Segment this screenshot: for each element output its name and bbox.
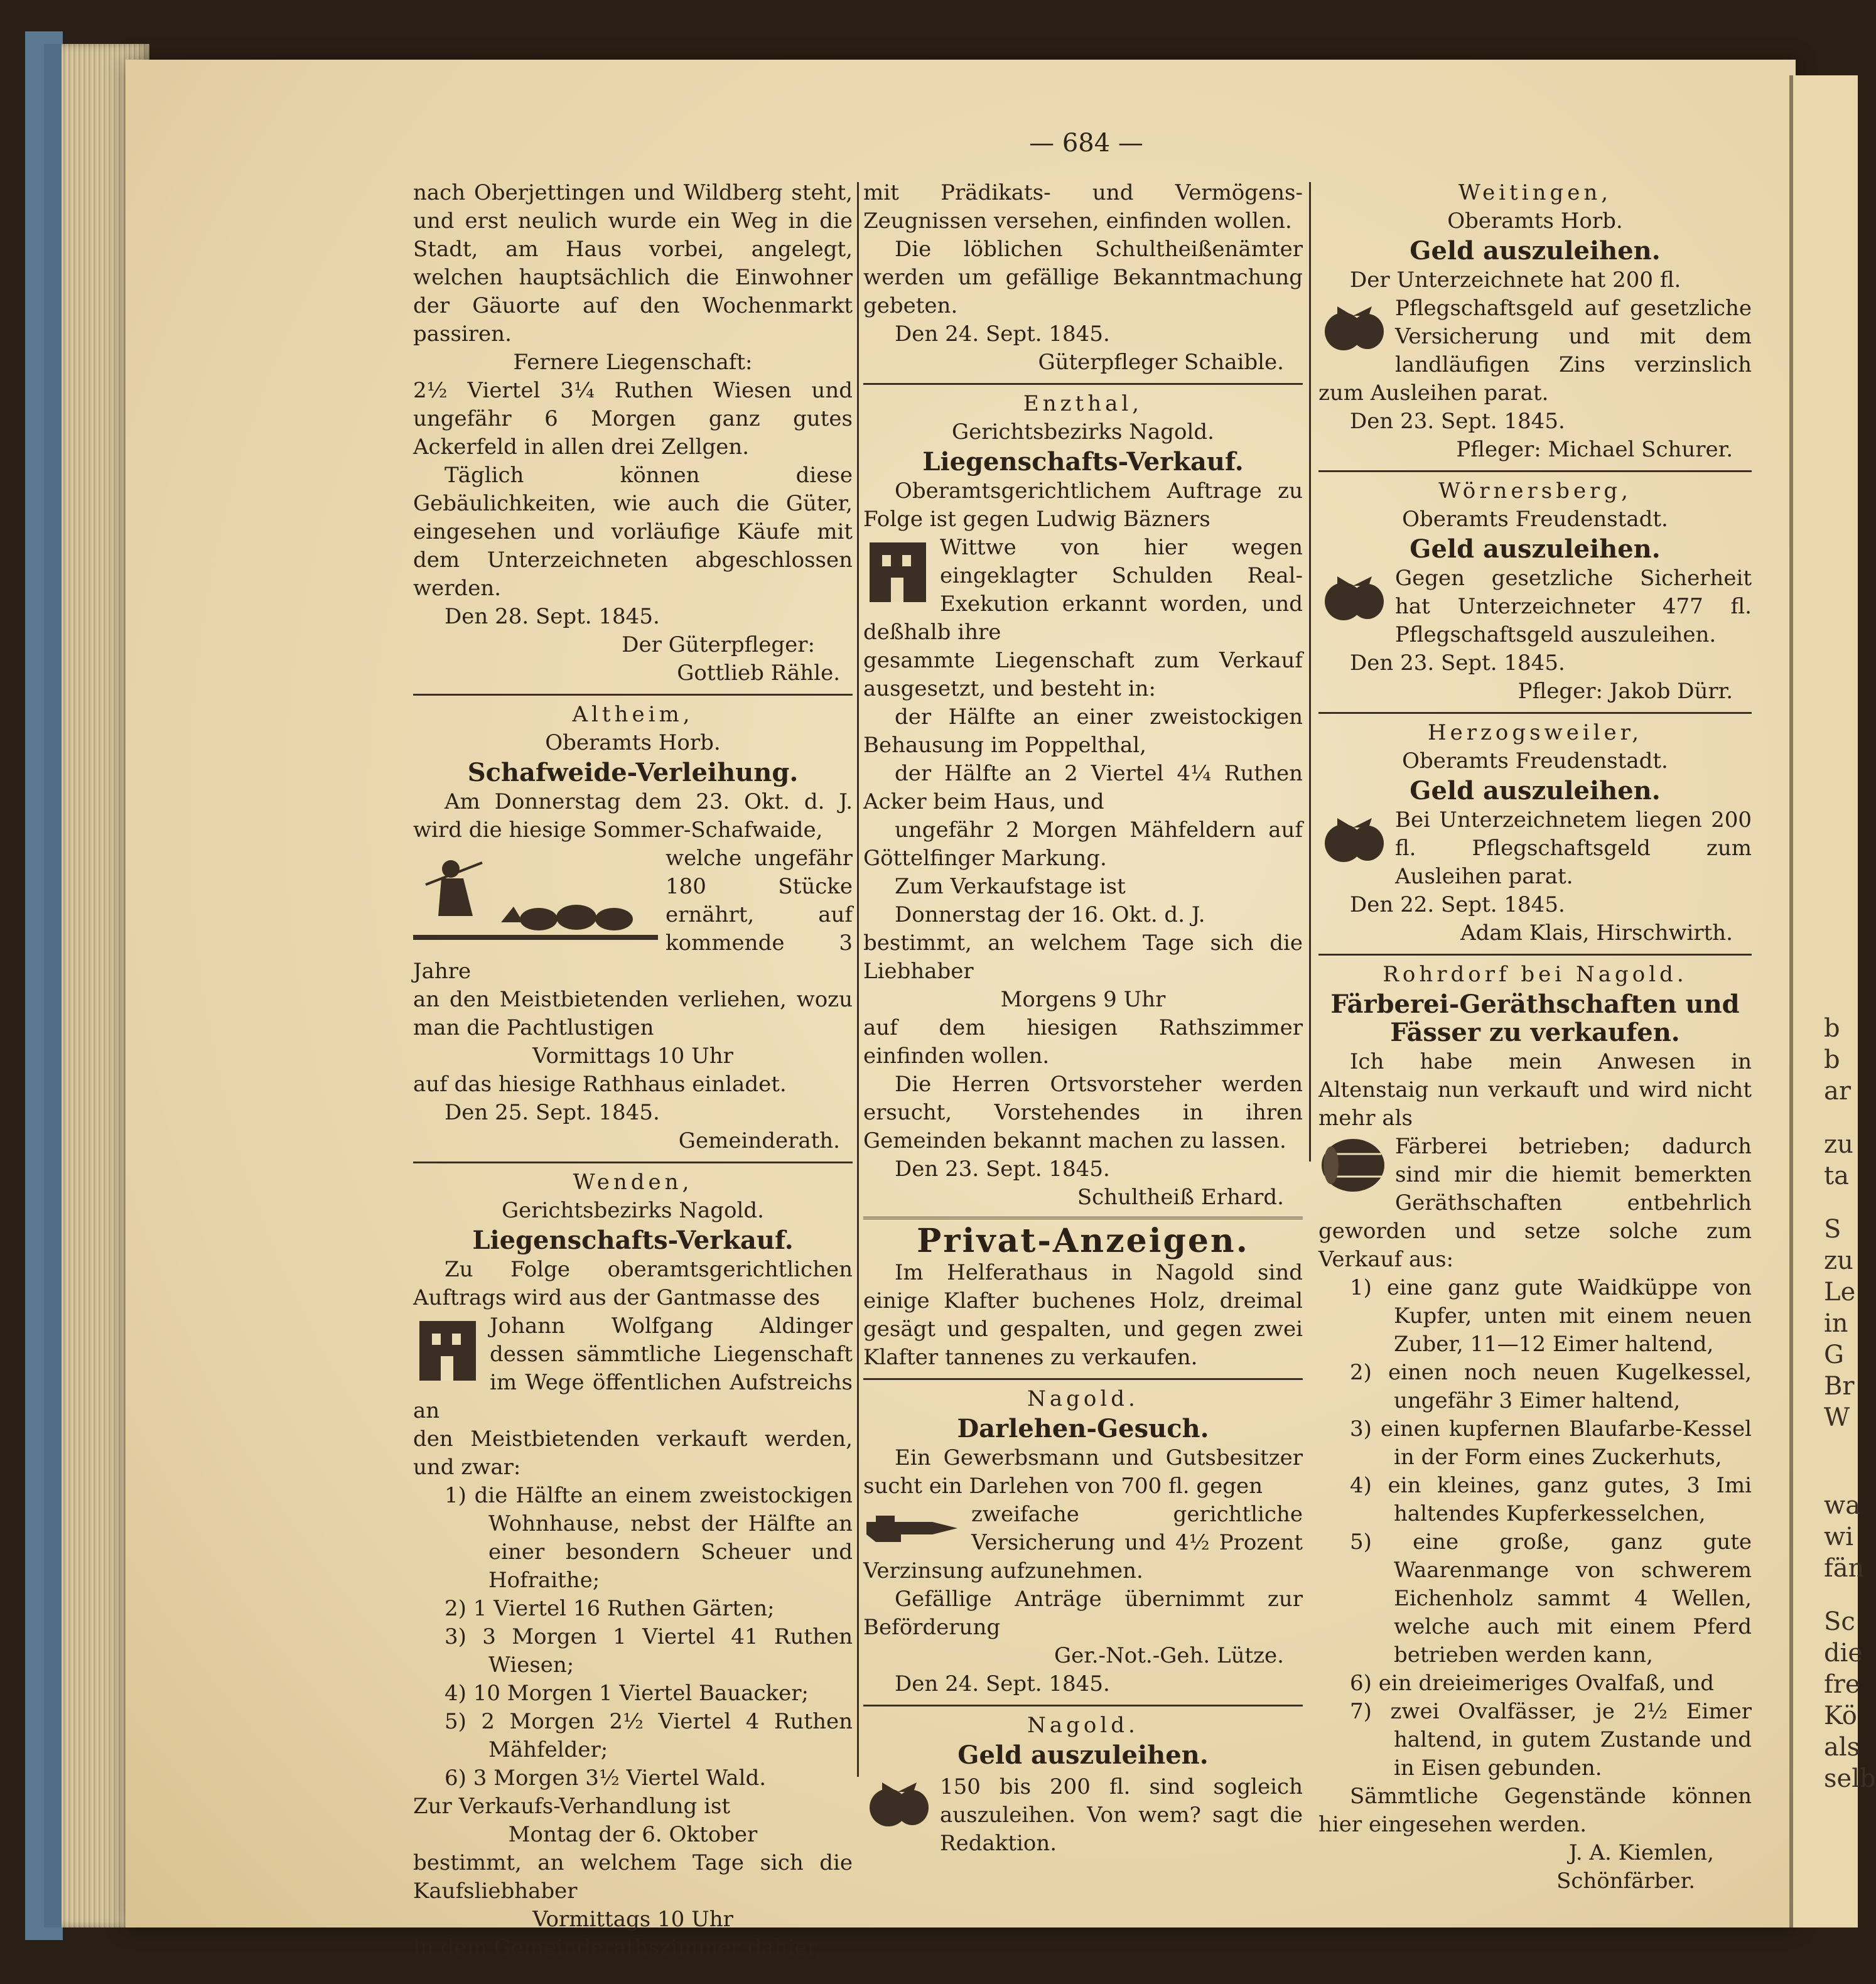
divider: [863, 1705, 1303, 1706]
col2-place-nagold-2: Nagold.: [1027, 1713, 1139, 1738]
right-page-fragment: fän: [1824, 1554, 1865, 1583]
divider: [863, 1217, 1303, 1222]
col3-text4c: Sämmtliche Gegenstände können hier eingesehen werden.: [1318, 1784, 1752, 1837]
column-rule-2: [1309, 182, 1311, 1162]
right-page-fragment: G: [1824, 1340, 1844, 1369]
col1-text2d: Vormittags 10 Uhr: [532, 1043, 733, 1069]
col1-fernere: Fernere Liegenschaft:: [513, 350, 753, 375]
list-item: 5) eine große, ganz gute Waarenmange von schwerem Eichenholz sammt 4 Wellen, welche auch mit einem Pferd betrieben werden kann,: [1350, 1529, 1752, 1668]
col3-place-woernersberg: Wörnersberg,: [1438, 478, 1632, 504]
col2-place-enzthal: Enzthal,: [1023, 391, 1143, 416]
list-item: 4) ein kleines, ganz gutes, 3 Imi haltendes Kupferkesselchen,: [1350, 1473, 1752, 1526]
barrel-icon: [1318, 1135, 1388, 1195]
col1-sign-b: Gottlieb Rähle.: [677, 660, 840, 686]
col2-text2e: Donnerstag der 16. Okt. d. J.: [895, 902, 1205, 927]
col3-date1: Den 23. Sept. 1845.: [1350, 409, 1565, 434]
list-item: 6) ein dreieimeriges Ovalfaß, und: [1350, 1671, 1715, 1696]
col2-text2g: Morgens 9 Uhr: [1000, 987, 1166, 1012]
list-item: der Hälfte an 2 Viertel 4¼ Ruthen Acker beim Haus, und: [863, 761, 1303, 814]
col3-place-herzogsweiler: Herzogsweiler,: [1427, 720, 1643, 745]
col2-date1: Den 24. Sept. 1845.: [895, 321, 1110, 347]
col2-place-nagold: Nagold.: [1027, 1386, 1139, 1411]
list-item: 1) die Hälfte an einem zweistockigen Wohnhause, nebst der Hälfte an einer besondern Scheuer und Hofraithe;: [445, 1483, 853, 1593]
col3-oberamt1: Oberamts Horb.: [1447, 208, 1623, 234]
col2-text2i: Die Herren Ortsvorsteher werden ersucht, Vorstehendes in ihren Gemeinden bekannt machen zu lassen.: [863, 1072, 1303, 1153]
col3-date3: Den 22. Sept. 1845.: [1350, 892, 1565, 917]
right-page-fragment: die: [1824, 1639, 1863, 1668]
col1-text3c: den Meistbietenden verkauft werden, und zwar:: [413, 1426, 853, 1480]
col3-oberamt2: Oberamts Freudenstadt.: [1402, 507, 1668, 532]
col3-date2: Den 23. Sept. 1845.: [1350, 650, 1565, 676]
right-page-fragment: wi: [1824, 1523, 1854, 1551]
col1-text3h: in dem Gemeinderathszimmer dahier,: [413, 1935, 822, 1960]
list-item: der Hälfte an einer zweistockigen Behausung im Poppelthal,: [863, 704, 1303, 758]
right-page-fragment: ta: [1824, 1162, 1849, 1190]
col1-oberamt: Oberamts Horb.: [545, 730, 721, 755]
col3-text4b: Färberei betrieben; dadurch sind mir die hiemit bemerkten Geräthschaften entbehrlich geworden und setze solche zum Verkauf aus:: [1318, 1134, 1752, 1272]
list-item: 1) eine ganz gute Waidküppe von Kupfer, unten mit einem neuen Zuber, 11—12 Eimer haltend,: [1350, 1275, 1752, 1357]
col2-date4: Den 24. Sept. 1845.: [895, 1671, 1110, 1696]
col1-text3g: Vormittags 10 Uhr: [532, 1907, 733, 1932]
col1-text3f: bestimmt, an welchem Tage sich die Kaufsliebhaber: [413, 1850, 853, 1904]
right-page-fragment: zu: [1824, 1130, 1853, 1159]
right-page-fragment: als: [1824, 1733, 1860, 1762]
col1-place-altheim: Altheim,: [572, 702, 694, 727]
section-title-privat-anzeigen: Privat-Anzeigen.: [917, 1222, 1249, 1260]
col2-text2f: bestimmt, an welchem Tage sich die Liebhaber: [863, 930, 1303, 984]
column-1: [413, 179, 853, 1962]
col3-text3: Bei Unterzeichnetem liegen 200 fl. Pflegschaftsgeld zum Ausleihen parat.: [1395, 807, 1752, 889]
right-page-fragment: W: [1824, 1403, 1850, 1432]
divider: [863, 1378, 1303, 1380]
money-bag-icon: [1318, 567, 1388, 627]
divider: [1318, 470, 1752, 472]
list-item: 7) zwei Ovalfässer, je 2½ Eimer haltend, in gutem Zustande und in Eisen gebunden.: [1350, 1699, 1752, 1781]
right-page-fragment: Le: [1824, 1278, 1856, 1307]
col1-date: Den 28. Sept. 1845.: [445, 604, 660, 629]
right-page-fragment: Br: [1824, 1372, 1855, 1401]
right-page-fragment: b: [1824, 1045, 1840, 1074]
col2-title-verkauf: Liegenschafts-Verkauf.: [922, 447, 1244, 477]
right-page-fragment: Sc: [1824, 1607, 1855, 1636]
divider: [863, 383, 1303, 385]
list-item: ungefähr 2 Morgen Mähfeldern auf Göttelfinger Markung.: [863, 817, 1303, 871]
right-page-fragment: zu: [1824, 1246, 1853, 1275]
col1-bezirk: Gerichtsbezirks Nagold.: [502, 1198, 764, 1223]
col1-title-verkauf: Liegenschafts-Verkauf.: [472, 1226, 794, 1255]
col1-date2: Den 25. Sept. 1845.: [445, 1100, 660, 1125]
right-page-fragment: ar: [1824, 1077, 1851, 1106]
right-page-fragment: fre: [1824, 1670, 1860, 1699]
col2-sign2: Schultheiß Erhard.: [1077, 1185, 1284, 1210]
col2-text2c: gesammte Liegenschaft zum Verkauf ausgesetzt, und besteht in:: [863, 648, 1303, 701]
col3-place-weitingen: Weitingen,: [1458, 180, 1612, 205]
col1-text2b: welche ungefähr 180 Stücke ernährt, auf kommende 3 Jahre: [413, 846, 853, 984]
col2-title-geld: Geld auszuleihen.: [957, 1740, 1209, 1770]
divider: [1318, 954, 1752, 956]
right-page-fragment: S: [1824, 1215, 1841, 1244]
col1-text2a: Am Donnerstag dem 23. Okt. d. J. wird die hiesige Sommer-Schafwaide,: [413, 789, 853, 843]
col2-text3: Im Helferathaus in Nagold sind einige Klafter buchenes Holz, dreimal gesägt und gespalten, und gegen zwei Klafter tannenes zu verkaufen.: [863, 1260, 1303, 1370]
col1-fernere-text: 2½ Viertel 3¼ Ruthen Wiesen und ungefähr 6 Morgen ganz gutes Ackerfeld in allen drei Zellgen.: [413, 378, 853, 460]
right-page-fragment: in: [1824, 1309, 1848, 1338]
col3-place-rohrdorf: Rohrdorf bei Nagold.: [1383, 962, 1688, 987]
list-item: 3) 3 Morgen 1 Viertel 41 Ruthen Wiesen;: [445, 1624, 853, 1678]
right-page-fragment: wa: [1824, 1491, 1861, 1520]
money-bag-icon: [1318, 297, 1388, 357]
right-page-fragment: Kö: [1824, 1701, 1857, 1730]
right-page-fragment: b: [1824, 1014, 1840, 1043]
column-2: [863, 179, 1303, 1858]
col1-taeglich: Täglich können diese Gebäulichkeiten, wie auch die Güter, eingesehen und vorläufige Käufe mit dem Unterzeichneten abgeschlossen werden.: [413, 463, 853, 601]
col1-text3e: Montag der 6. Oktober: [508, 1822, 758, 1847]
col2-text5: 150 bis 200 fl. sind sogleich auszuleihen. Von wem? sagt die Redaktion.: [940, 1774, 1303, 1856]
col1-title-schafweide: Schafweide-Verleihung.: [467, 758, 799, 787]
building-ornament-icon: [863, 536, 932, 605]
building-ornament-icon: [413, 1315, 482, 1384]
col2-bezirk: Gerichtsbezirks Nagold.: [952, 419, 1214, 445]
col2-date2: Den 23. Sept. 1845.: [895, 1156, 1110, 1182]
col1-sign2: Gemeinderath.: [678, 1128, 840, 1153]
col3-title2: Geld auszuleihen.: [1410, 534, 1661, 564]
col1-text2e: auf das hiesige Rathhaus einladet.: [413, 1072, 787, 1097]
col3-sign1: Pfleger: Michael Schurer.: [1456, 437, 1733, 462]
divider: [413, 694, 853, 696]
col3-text1b: Pflegschaftsgeld auf gesetzliche Versicherung und mit dem landläufigen Zins verzinslich zum Ausleihen parat.: [1318, 296, 1752, 406]
col2-text4c: Gefällige Anträge übernimmt zur Beförderung: [863, 1587, 1303, 1640]
col2-sign1: Güterpfleger Schaible.: [1038, 350, 1284, 375]
col3-title3: Geld auszuleihen.: [1410, 776, 1661, 806]
list-item: 6) 3 Morgen 3½ Viertel Wald.: [445, 1766, 767, 1791]
list-item: 5) 2 Morgen 2½ Viertel 4 Ruthen Mähfelder;: [445, 1709, 853, 1762]
col1-text3d: Zur Verkaufs-Verhandlung ist: [413, 1794, 731, 1819]
col2-text4a: Ein Gewerbsmann und Gutsbesitzer sucht ein Darlehen von 700 fl. gegen: [863, 1445, 1303, 1499]
col2-text2b: Wittwe von hier wegen eingeklagter Schulden Real-Exekution erkannt worden, und deßhalb ihre: [863, 535, 1303, 645]
shepherd-sheep-illustration: [413, 847, 658, 954]
money-bag-icon: [1318, 809, 1388, 868]
col2-text2a: Oberamtsgerichtlichem Auftrage zu Folge ist gegen Ludwig Bäzners: [863, 478, 1303, 532]
divider: [1318, 712, 1752, 714]
col3-sign4b: Schönfärber.: [1556, 1868, 1695, 1894]
col1-text3a: Zu Folge oberamtsgerichtlichen Auftrags wird aus der Gantmasse des: [413, 1257, 853, 1310]
pointing-hand-icon: [863, 1503, 964, 1553]
col1-text3b: Johann Wolfgang Aldinger dessen sämmtliche Liegenschaft im Wege öffentlichen Aufstreichs an: [413, 1313, 853, 1423]
col2-intro: mit Prädikats- und Vermögens-Zeugnissen versehen, einfinden wollen.: [863, 180, 1303, 234]
col3-oberamt3: Oberamts Freudenstadt.: [1402, 748, 1668, 774]
page-number: — 684 —: [1029, 129, 1143, 158]
col1-text2c: an den Meistbietenden verliehen, wozu man die Pachtlustigen: [413, 987, 853, 1040]
money-bag-icon: [863, 1773, 932, 1833]
col3-text1a: Der Unterzeichnete hat 200 fl.: [1350, 267, 1681, 293]
col3-sign2: Pfleger: Jakob Dürr.: [1518, 679, 1733, 704]
col3-text2: Gegen gesetzliche Sicherheit hat Unterzeichneter 477 fl. Pflegschaftsgeld auszuleihen.: [1395, 566, 1752, 647]
list-item: 4) 10 Morgen 1 Viertel Bauacker;: [445, 1681, 809, 1706]
col3-text4a: Ich habe mein Anwesen in Altenstaig nun verkauft und wird nicht mehr als: [1318, 1049, 1752, 1131]
col1-place-wenden: Wenden,: [573, 1170, 693, 1195]
right-page-fragment: selb: [1824, 1764, 1876, 1793]
col3-title1: Geld auszuleihen.: [1410, 236, 1661, 266]
col2-title-darlehen: Darlehen-Gesuch.: [957, 1414, 1209, 1443]
col1-intro: nach Oberjettingen und Wildberg steht, und erst neulich wurde ein Weg in die Stadt, am Haus vorbei, angelegt, welchen hauptsächlich die Einwohner der Gäuorte auf den Wochenmarkt passiren.: [413, 180, 853, 347]
col3-sign3: Adam Klais, Hirschwirth.: [1460, 920, 1733, 946]
column-rule-1: [857, 182, 859, 1777]
col2-intro2: Die löblichen Schultheißenämter werden um gefällige Bekanntmachung gebeten.: [863, 237, 1303, 318]
col1-sign-a: Der Güterpfleger:: [622, 632, 815, 657]
list-item: 2) 1 Viertel 16 Ruthen Gärten;: [445, 1596, 775, 1621]
col2-sign4: Ger.-Not.-Geh. Lütze.: [1054, 1643, 1284, 1668]
col2-text4b: zweifache gerichtliche Versicherung und 4½ Prozent Verzinsung aufzunehmen.: [863, 1502, 1303, 1583]
list-item: 2) einen noch neuen Kugelkessel, ungefähr 3 Eimer haltend,: [1350, 1360, 1752, 1413]
col2-text2d: Zum Verkaufstage ist: [895, 874, 1126, 899]
divider: [413, 1162, 853, 1163]
col3-sign4a: J. A. Kiemlen,: [1568, 1840, 1714, 1865]
col2-text2h: auf dem hiesigen Rathszimmer einfinden wollen.: [863, 1015, 1303, 1069]
column-3: [1318, 179, 1752, 1895]
col3-title4: Färberei-Geräthschaften und Fässer zu verkaufen.: [1330, 989, 1740, 1047]
list-item: 3) einen kupfernen Blaufarbe-Kessel in der Form eines Zuckerhuts,: [1350, 1416, 1752, 1470]
